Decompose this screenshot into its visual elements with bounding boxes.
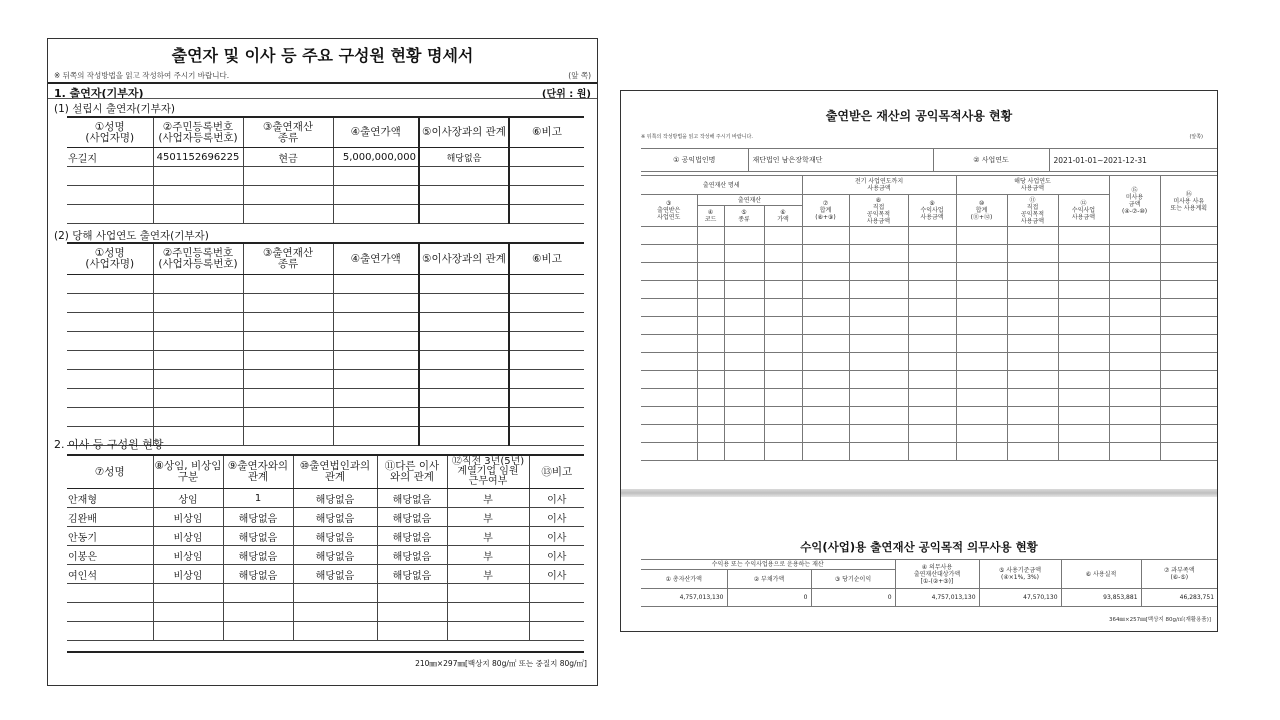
board-members-table <box>67 454 584 641</box>
cell: 해당없음 <box>293 546 377 565</box>
col-header: ⑦ 합계 (⑧+⑨) <box>802 195 849 227</box>
table-row <box>641 335 1217 353</box>
col-header: ④출연가액 <box>333 243 419 275</box>
col-header: ④ 의무사용 출연재산대상가액 [①-(②+③)] <box>895 560 979 589</box>
table-row <box>67 622 584 641</box>
cell: 비상임 <box>153 546 223 565</box>
cell: 이사 <box>529 508 584 527</box>
cell: 해당없음 <box>419 148 509 167</box>
col-header: ②주민등록번호 (사업자등록번호) <box>153 117 243 148</box>
table-row <box>67 186 584 205</box>
left-page-side: (앞 쪽) <box>568 71 591 80</box>
col-header: ①성명 (사업자명) <box>67 117 153 148</box>
cell: 해당없음 <box>377 546 447 565</box>
col-header: ①성명 (사업자명) <box>67 243 153 275</box>
fiscal-year-value: 2021-01-01~2021-12-31 <box>1049 149 1217 172</box>
cell: 현금 <box>243 148 333 167</box>
current-contributors-table <box>67 242 584 446</box>
fiscal-year-label: ② 사업연도 <box>933 149 1049 172</box>
col-header: ⑥ 사용실적 <box>1061 560 1141 589</box>
cell: 0 <box>811 589 895 607</box>
cell: 부 <box>447 508 529 527</box>
col-header: ②주민등록번호 (사업자등록번호) <box>153 243 243 275</box>
table-row <box>67 294 584 313</box>
cell: 비상임 <box>153 508 223 527</box>
table-row <box>67 565 584 584</box>
cell: 이사 <box>529 527 584 546</box>
col-header: ⑦성명 <box>67 455 153 489</box>
cell: 4501152696225 <box>153 148 243 167</box>
col-header: ⑤이사장과의 관계 <box>419 117 509 148</box>
left-paper-spec: 210㎜×297㎜[백상지 80g/㎡ 또는 중질지 80g/㎡] <box>415 659 587 668</box>
cell: 1 <box>223 489 293 508</box>
unit-label: (단위 : 원) <box>541 89 591 100</box>
cell: 해당없음 <box>223 546 293 565</box>
cell: 비상임 <box>153 565 223 584</box>
col-header: ⑥ 가액 <box>764 206 802 227</box>
asset-usage-table <box>641 175 1217 461</box>
cell: 안재형 <box>67 489 153 508</box>
table-row <box>67 275 584 294</box>
section1-title: 1. 출연자(기부자) <box>54 87 144 100</box>
table-row <box>67 313 584 332</box>
table-row <box>641 299 1217 317</box>
table-row <box>641 317 1217 335</box>
table-row <box>641 425 1217 443</box>
table-row <box>641 245 1217 263</box>
cell: 해당없음 <box>293 527 377 546</box>
col-header: ③ 출연받은 사업연도 <box>641 195 697 227</box>
cell: 4,757,013,130 <box>895 589 979 607</box>
col-header: 출연재산 명세 <box>641 176 802 195</box>
table-row <box>67 205 584 224</box>
founder-contributors-table <box>67 116 584 224</box>
form-left-sheet <box>47 38 598 686</box>
col-header: ⑪ 직접 공익목적 사용금액 <box>1007 195 1058 227</box>
col-header: ⑧상임, 비상임 구분 <box>153 455 223 489</box>
cell: 우길지 <box>67 148 153 167</box>
cell: 김완배 <box>67 508 153 527</box>
col-header: ⑤이사장과의 관계 <box>419 243 509 275</box>
cell: 0 <box>727 589 811 607</box>
right-paper-spec: 364㎜×257㎜[백상지 80g/㎡(재활용품)] <box>1109 617 1211 623</box>
right-page-side: (앞쪽) <box>1189 134 1203 140</box>
cell: 해당없음 <box>223 565 293 584</box>
col-header: ⑬비고 <box>529 455 584 489</box>
table-row <box>67 546 584 565</box>
divider <box>67 651 584 653</box>
subsection2-title: (2) 당해 사업연도 출연자(기부자) <box>54 230 209 242</box>
corp-info-table <box>641 148 1217 172</box>
col-header: ③출연재산 종류 <box>243 117 333 148</box>
right-form-title-2: 수익(사업)용 출연재산 공익목적 의무사용 현황 <box>800 540 1038 554</box>
cell: 부 <box>447 527 529 546</box>
form-right-sheet <box>620 90 1218 632</box>
col-header: ③ 당기순이익 <box>811 570 895 589</box>
subsection1-title: (1) 설립시 출연자(기부자) <box>54 103 176 115</box>
table-row <box>641 353 1217 371</box>
col-header: ⑮ 미사용 금액 (④-⑦-⑩) <box>1109 176 1160 227</box>
table-row <box>67 389 584 408</box>
col-header: ⑩출연법인과의 관계 <box>293 455 377 489</box>
mandatory-usage-table <box>641 559 1217 607</box>
table-row <box>67 489 584 508</box>
cell: 안동기 <box>67 527 153 546</box>
cell: 해당없음 <box>293 489 377 508</box>
table-row <box>641 589 1217 607</box>
corp-name-value: 재단법인 남은장학재단 <box>748 149 933 172</box>
col-header: ② 부채가액 <box>727 570 811 589</box>
col-header: ⑯ 미사용 사유 또는 사용계획 <box>1160 176 1217 227</box>
right-form-note: ※ 뒤쪽의 작성방법을 읽고 작성해 주시기 바랍니다. <box>641 134 753 140</box>
cell: 해당없음 <box>377 565 447 584</box>
table-row <box>67 167 584 186</box>
table-row <box>67 527 584 546</box>
col-header: ⑫직전 3년(5년) 계열기업 임원 근무여부 <box>447 455 529 489</box>
cell: 상임 <box>153 489 223 508</box>
cell: 4,757,013,130 <box>641 589 727 607</box>
col-header: ⑥비고 <box>509 117 584 148</box>
cell: 이사 <box>529 489 584 508</box>
table-row <box>67 351 584 370</box>
col-header: ⑫ 수익사업 사용금액 <box>1058 195 1109 227</box>
table-row <box>641 281 1217 299</box>
cell: 부 <box>447 565 529 584</box>
left-form-note: ※ 뒤쪽의 작성방법을 읽고 작성하여 주시기 바랍니다. <box>54 71 230 80</box>
table-row <box>67 603 584 622</box>
table-row <box>641 443 1217 461</box>
col-header: 출연재산 <box>697 195 802 206</box>
cell: 해당없음 <box>223 527 293 546</box>
cell: 여인석 <box>67 565 153 584</box>
table-row <box>641 371 1217 389</box>
right-form-title: 출연받은 재산의 공익목적사용 현황 <box>825 109 1013 123</box>
cell: 해당없음 <box>293 508 377 527</box>
cell: 이사 <box>529 565 584 584</box>
col-header: ④출연가액 <box>333 117 419 148</box>
table-row <box>641 407 1217 425</box>
col-header: 전기 사업연도까지 사용금액 <box>802 176 956 195</box>
cell: 46,283,751 <box>1141 589 1217 607</box>
cell: 해당없음 <box>377 527 447 546</box>
section2-title: 2. 이사 등 구성원 현황 <box>54 438 164 451</box>
cell: 93,853,881 <box>1061 589 1141 607</box>
table-row <box>67 370 584 389</box>
cell: 해당없음 <box>293 565 377 584</box>
col-header: ⑩ 합계 (⑪+⑫) <box>956 195 1007 227</box>
sheet-fold-divider <box>621 489 1217 497</box>
table-row <box>641 227 1217 245</box>
col-header: ④ 코드 <box>697 206 724 227</box>
col-header: ③출연재산 종류 <box>243 243 333 275</box>
cell: 이사 <box>529 546 584 565</box>
cell: 47,570,130 <box>979 589 1061 607</box>
cell: 해당없음 <box>377 508 447 527</box>
cell: 비상임 <box>153 527 223 546</box>
cell: 부 <box>447 489 529 508</box>
left-form-title: 출연자 및 이사 등 주요 구성원 현황 명세서 <box>171 46 474 65</box>
table-row <box>67 148 584 167</box>
table-row <box>67 584 584 603</box>
divider <box>48 82 597 84</box>
col-header: ⑦ 과부족액 (⑥-⑤) <box>1141 560 1217 589</box>
table-row <box>67 408 584 427</box>
col-header: 해당 사업연도 사용금액 <box>956 176 1109 195</box>
col-header: ⑨ 수익사업 사용금액 <box>908 195 956 227</box>
corp-name-label: ① 공익법인명 <box>641 149 748 172</box>
col-header: ⑨출연자와의 관계 <box>223 455 293 489</box>
col-header: ⑧ 직접 공익목적 사용금액 <box>849 195 908 227</box>
cell: 이봉은 <box>67 546 153 565</box>
cell: 부 <box>447 546 529 565</box>
col-header: 수익용 또는 수익사업용으로 운용하는 재산 <box>641 560 895 570</box>
col-header: ① 총자산가액 <box>641 570 727 589</box>
cell: 5,000,000,000 <box>333 148 419 167</box>
col-header: ⑤ 사용기준금액 (④×1%, 3%) <box>979 560 1061 589</box>
col-header: ⑥비고 <box>509 243 584 275</box>
cell <box>509 148 584 167</box>
cell: 해당없음 <box>223 508 293 527</box>
col-header: ⑪다른 이사 와의 관계 <box>377 455 447 489</box>
table-row <box>67 508 584 527</box>
table-row <box>67 332 584 351</box>
divider <box>48 98 597 99</box>
table-row <box>641 389 1217 407</box>
col-header: ⑤ 종류 <box>724 206 764 227</box>
cell: 해당없음 <box>377 489 447 508</box>
table-row <box>641 263 1217 281</box>
